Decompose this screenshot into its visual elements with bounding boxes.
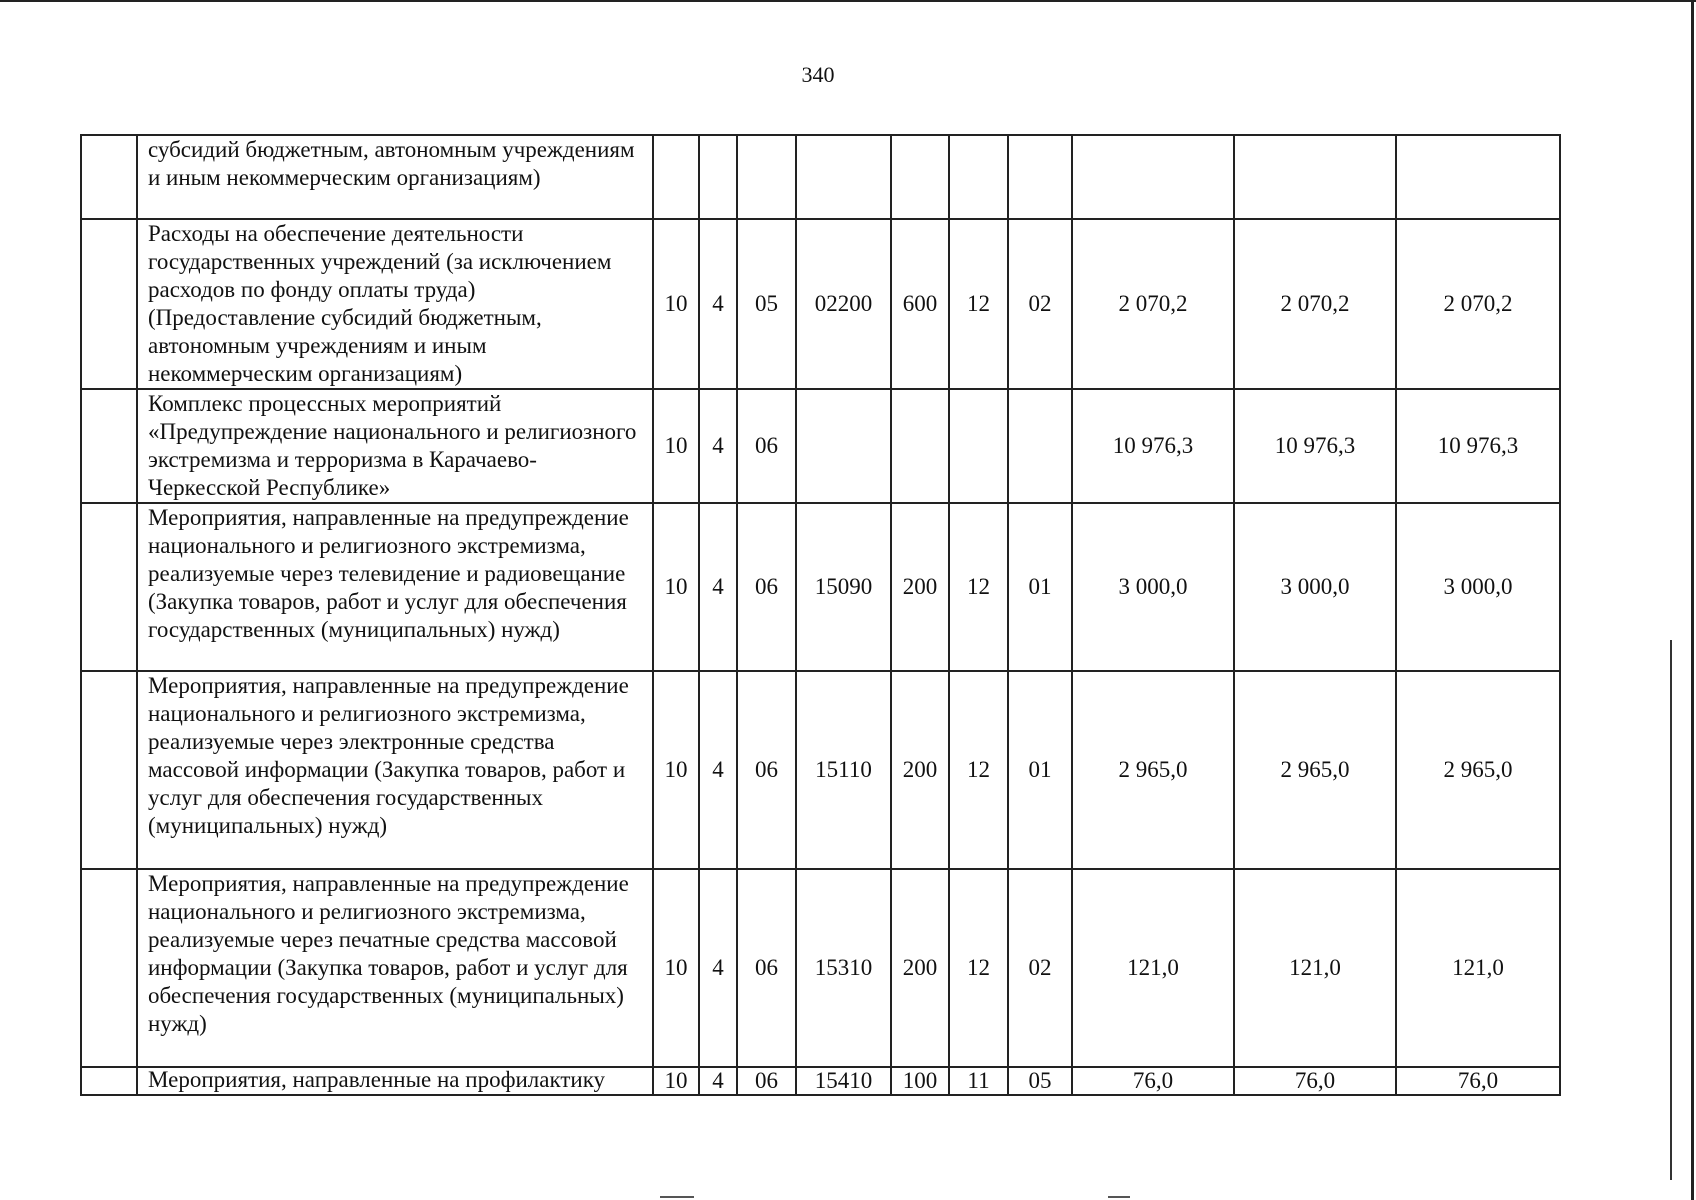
row-marker-cell bbox=[81, 503, 137, 671]
code-cell: 10 bbox=[653, 869, 699, 1067]
code-cell: 15110 bbox=[796, 671, 891, 869]
amount-cell: 10 976,3 bbox=[1234, 389, 1396, 503]
budget-table bbox=[80, 134, 1561, 1096]
code-cell: 01 bbox=[1008, 671, 1072, 869]
code-cell: 4 bbox=[699, 389, 737, 503]
description-cell: Мероприятия, направленные на предупреждение национального и религиозного экстремизма, реализуемые через телевидение и радиовещание (Закупка товаров, работ и услуг для обеспечения государственных (муниципальных) нужд) bbox=[137, 503, 653, 671]
amount-cell: 2 965,0 bbox=[1234, 671, 1396, 869]
code-cell: 600 bbox=[891, 219, 949, 389]
code-cell bbox=[796, 389, 891, 503]
code-cell bbox=[653, 135, 699, 219]
page-frame-top bbox=[0, 0, 1696, 2]
code-cell: 10 bbox=[653, 503, 699, 671]
amount-cell: 3 000,0 bbox=[1396, 503, 1560, 671]
amount-cell: 121,0 bbox=[1072, 869, 1234, 1067]
code-cell: 200 bbox=[891, 671, 949, 869]
amount-cell: 76,0 bbox=[1072, 1067, 1234, 1095]
description-cell: Мероприятия, направленные на предупреждение национального и религиозного экстремизма, реализуемые через печатные средства массовой информации (Закупка товаров, работ и услуг для обеспечения государственных (муниципальных) нужд) bbox=[137, 869, 653, 1067]
description-cell: субсидий бюджетным, автономным учреждениям и иным некоммерческим организациям) bbox=[137, 135, 653, 219]
table-row bbox=[81, 219, 1560, 389]
table-row bbox=[81, 671, 1560, 869]
code-cell bbox=[949, 135, 1008, 219]
description-cell: Комплекс процессных мероприятий «Предупреждение национального и религиозного экстремизма и терроризма в Карачаево-Черкесской Республике» bbox=[137, 389, 653, 503]
amount-cell: 3 000,0 bbox=[1234, 503, 1396, 671]
code-cell bbox=[1008, 135, 1072, 219]
scan-mark bbox=[660, 1196, 694, 1198]
code-cell: 200 bbox=[891, 503, 949, 671]
amount-cell bbox=[1234, 135, 1396, 219]
code-cell: 4 bbox=[699, 869, 737, 1067]
amount-cell: 2 070,2 bbox=[1234, 219, 1396, 389]
code-cell: 05 bbox=[737, 219, 796, 389]
code-cell: 06 bbox=[737, 503, 796, 671]
amount-cell: 121,0 bbox=[1234, 869, 1396, 1067]
code-cell: 06 bbox=[737, 1067, 796, 1095]
code-cell: 10 bbox=[653, 1067, 699, 1095]
code-cell: 15410 bbox=[796, 1067, 891, 1095]
code-cell: 4 bbox=[699, 1067, 737, 1095]
code-cell: 02200 bbox=[796, 219, 891, 389]
table-row bbox=[81, 503, 1560, 671]
code-cell: 10 bbox=[653, 671, 699, 869]
amount-cell: 2 965,0 bbox=[1396, 671, 1560, 869]
amount-cell bbox=[1072, 135, 1234, 219]
page-frame-right bbox=[1691, 0, 1694, 1200]
code-cell: 200 bbox=[891, 869, 949, 1067]
row-marker-cell bbox=[81, 219, 137, 389]
amount-cell: 2 070,2 bbox=[1396, 219, 1560, 389]
code-cell bbox=[796, 135, 891, 219]
amount-cell: 121,0 bbox=[1396, 869, 1560, 1067]
code-cell: 12 bbox=[949, 869, 1008, 1067]
code-cell: 15310 bbox=[796, 869, 891, 1067]
code-cell: 01 bbox=[1008, 503, 1072, 671]
row-marker-cell bbox=[81, 135, 137, 219]
code-cell: 05 bbox=[1008, 1067, 1072, 1095]
code-cell: 06 bbox=[737, 389, 796, 503]
amount-cell: 2 965,0 bbox=[1072, 671, 1234, 869]
code-cell: 15090 bbox=[796, 503, 891, 671]
amount-cell: 76,0 bbox=[1396, 1067, 1560, 1095]
code-cell bbox=[699, 135, 737, 219]
table-row bbox=[81, 389, 1560, 503]
amount-cell: 10 976,3 bbox=[1072, 389, 1234, 503]
code-cell: 4 bbox=[699, 219, 737, 389]
amount-cell bbox=[1396, 135, 1560, 219]
code-cell: 02 bbox=[1008, 219, 1072, 389]
code-cell: 12 bbox=[949, 671, 1008, 869]
amount-cell: 2 070,2 bbox=[1072, 219, 1234, 389]
row-marker-cell bbox=[81, 869, 137, 1067]
description-cell: Расходы на обеспечение деятельности государственных учреждений (за исключением расходов по фонду оплаты труда) (Предоставление субсидий бюджетным, автономным учреждениям и иным некоммерческим организациям) bbox=[137, 219, 653, 389]
row-marker-cell bbox=[81, 1067, 137, 1095]
code-cell bbox=[891, 135, 949, 219]
amount-cell: 10 976,3 bbox=[1396, 389, 1560, 503]
table-row bbox=[81, 135, 1560, 219]
description-cell: Мероприятия, направленные на профилактику bbox=[137, 1067, 653, 1095]
scan-mark bbox=[1108, 1196, 1130, 1198]
table-row bbox=[81, 869, 1560, 1067]
code-cell bbox=[737, 135, 796, 219]
table-row bbox=[81, 1067, 1560, 1095]
amount-cell: 3 000,0 bbox=[1072, 503, 1234, 671]
page-frame-right-inner bbox=[1670, 640, 1672, 1180]
row-marker-cell bbox=[81, 389, 137, 503]
code-cell bbox=[1008, 389, 1072, 503]
code-cell: 06 bbox=[737, 671, 796, 869]
code-cell bbox=[949, 389, 1008, 503]
code-cell: 02 bbox=[1008, 869, 1072, 1067]
code-cell: 11 bbox=[949, 1067, 1008, 1095]
code-cell bbox=[891, 389, 949, 503]
code-cell: 4 bbox=[699, 671, 737, 869]
code-cell: 10 bbox=[653, 219, 699, 389]
row-marker-cell bbox=[81, 671, 137, 869]
amount-cell: 76,0 bbox=[1234, 1067, 1396, 1095]
page-number: 340 bbox=[801, 62, 835, 87]
code-cell: 06 bbox=[737, 869, 796, 1067]
code-cell: 100 bbox=[891, 1067, 949, 1095]
description-cell: Мероприятия, направленные на предупреждение национального и религиозного экстремизма, реализуемые через электронные средства массовой информации (Закупка товаров, работ и услуг для обеспечения государственных (муниципальных) нужд) bbox=[137, 671, 653, 869]
code-cell: 12 bbox=[949, 219, 1008, 389]
code-cell: 10 bbox=[653, 389, 699, 503]
code-cell: 4 bbox=[699, 503, 737, 671]
code-cell: 12 bbox=[949, 503, 1008, 671]
